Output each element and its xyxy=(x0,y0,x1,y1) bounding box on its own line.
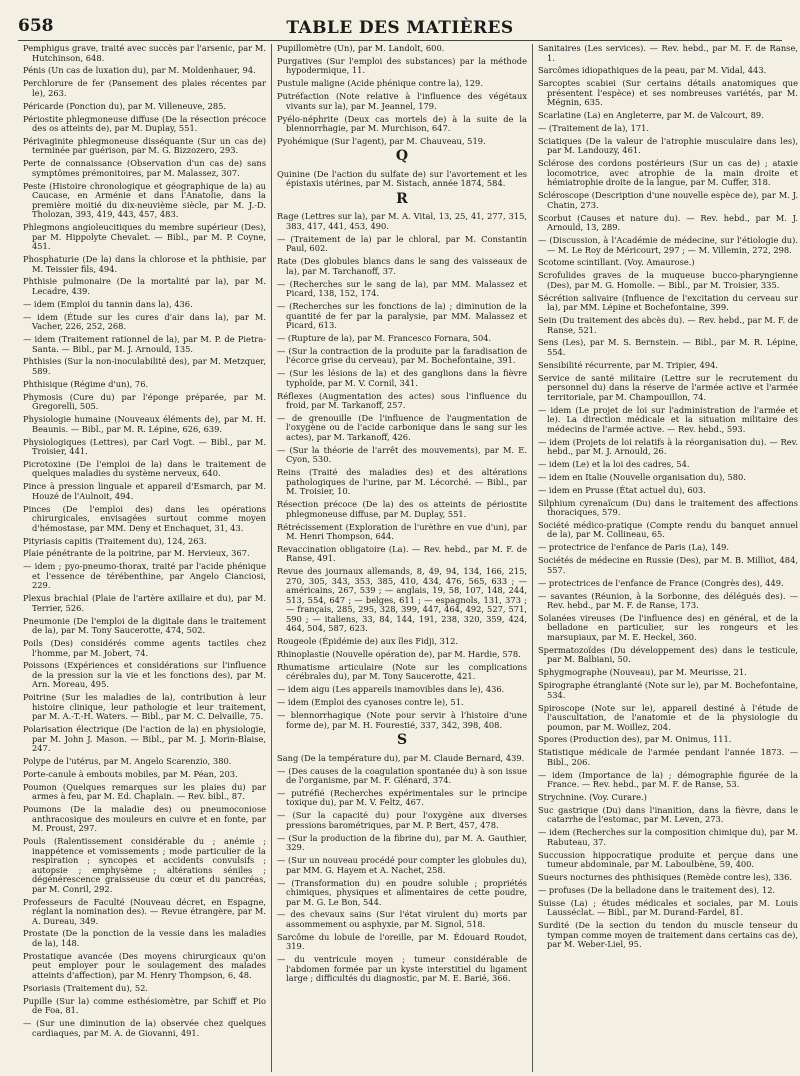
index-entry: — idem en Prusse (État actuel du), 603. xyxy=(538,484,706,495)
index-entry: Suc gastrique (Du) dans l'inanition, dans la fièvre, dans le catarrhe de l'estomac, par M. Leven, 273. xyxy=(538,804,798,825)
index-entry: — savantes (Réunion, à la Sorbonne, des délégués des). — Rev. hebd., par M. F. de Ranse, 173. xyxy=(538,590,798,611)
index-entry: Périvaginite phlegmoneuse disséquante (Sur un cas de) terminée par guérison, par M. G. Bizzozero, 293. xyxy=(23,135,266,156)
index-entry: Poumons (De la maladie des) ou pneumoconiose anthracosique des mouleurs en cuivre et en fonte, par M. Proust, 297. xyxy=(23,804,266,834)
index-entry: Sang (De la température du), par M. Claude Bernard, 439. xyxy=(277,752,525,763)
index-entry: Sarcoptes scabiei (Sur certains détails anatomiques que présentent l'espèce) et ses nombreuses variétés, par M. Mégnin, 635. xyxy=(538,78,798,108)
index-entry: — (Sur la production de la fibrine du), par M. A. Gauthier, 329. xyxy=(277,832,527,853)
index-entry: — idem (Le) et la loi des cadres, 54. xyxy=(538,458,690,469)
index-entry: Pouls (Ralentissement considérable du ; anémie ; inappétence et vomissements ; mode particulier de la respiration ; syncopes et accidents convulsifs ; autopsie ; emphysème ; altérations séniles ; dégénérescence graisseuse du cœur et du pancréas, par M. Conril, 292. xyxy=(23,836,266,894)
index-entry: Pyohémique (Sur l'agent), par M. Chauveau, 519. xyxy=(277,135,486,146)
index-entry: Pinces (De l'emploi des) dans les opérations chirurgicales, envisagées surtout comme moyen d'hémostase, par MM. Deny et Enchaquet, 31, 43. xyxy=(23,503,266,533)
index-entry: — idem aigu (Les appareils inamovibles dans le), 436. xyxy=(277,684,505,695)
index-entry: — blennorrhagique (Note pour servir à l'histoire d'une forme de), par M. H. Fourestié, 337, 342, 398, 408. xyxy=(277,710,527,730)
index-entry: — profuses (De la belladone dans le traitement des), 12. xyxy=(538,885,776,896)
index-entry: Pneumonie (De l'emploi de la digitale dans le traitement de la), par M. Tony Saucerotte, 474, 502. xyxy=(23,615,266,636)
index-entry: Polype de l'utérus, par M. Angelo Scarenzio, 380. xyxy=(23,756,232,767)
index-entry: Phymosis (Cure du) par l'éponge préparée, par M. Gregorelli, 505. xyxy=(23,391,266,412)
index-entry: Pupillomètre (Un), par M. Landolt, 600. xyxy=(277,44,445,53)
index-entry: Pince à pression linguale et appareil d'Esmarch, par M. Houzé de l'Aulnoit, 494. xyxy=(23,481,266,501)
index-entry: Service de santé militaire (Lettre sur le recrutement du personnel du) dans la réserve de l'armée active et l'armée territoriale, par M. Champouillon, 74. xyxy=(538,372,798,402)
index-entry: Péricarde (Ponction du), par M. Villeneuve, 285. xyxy=(23,100,227,111)
index-entry: Scléroscope (Description d'une nouvelle espèce de), par M. J. Chatin, 273. xyxy=(538,190,798,210)
index-entry: Pemphigus grave, traité avec succès par l'arsenic, par M. Hutchinson, 648. xyxy=(23,44,266,63)
index-entry: Pityriasis capitis (Traitement du), 124, 263. xyxy=(23,535,207,546)
index-entry: Statistique médicale de l'armée pendant l'année 1873. — Bibl., 206. xyxy=(538,747,798,767)
index-entry: Solanées vireuses (De l'influence des) en général, et de la belladone en particulier, sur les rongeurs et les marsupiaux, par M. E. Heckel, 360. xyxy=(538,612,798,642)
index-entry: Porte-canule à embouts mobiles, par M. Péan, 203. xyxy=(23,769,238,779)
index-entry: Sens (Les), par M. S. Bernstein. — Bibl., par M. R. Lépine, 554. xyxy=(538,337,798,357)
index-entry: Pyélo-néphrite (Deux cas mortels de) à la suite de la blennorrhagie, par M. Murchison, 647. xyxy=(277,113,527,134)
index-entry: Physiologiques (Lettres), par Carl Vogt. — Bibl., par M. Troisier, 441. xyxy=(23,436,266,457)
index-entry: Rhinoplastie (Nouvelle opération de), par M. Hardie, 578. xyxy=(277,649,521,660)
index-entry: — protectrices de l'enfance de France (Congrès des), 449. xyxy=(538,577,784,588)
index-entry: Sarcôme du lobule de l'oreille, par M. Édouard Roudot, 319. xyxy=(277,931,527,952)
index-entry: Plexus brachial (Plaie de l'artère axillaire et du), par M. Terrier, 526. xyxy=(23,593,266,613)
index-entry: Perte de connaissance (Observation d'un cas de) sans symptômes prémonitoires, par M. Malassez, 307. xyxy=(23,158,266,178)
index-entry: — (Sur la théorie de l'arrêt des mouvements), par M. E. Cyon, 530. xyxy=(277,444,527,465)
page-title: TABLE DES MATIÈRES xyxy=(286,18,514,38)
index-entry: Prostate (De la ponction de la vessie dans les maladies de la), 148. xyxy=(23,928,266,948)
index-entry: Suisse (La) ; études médicales et sociales, par M. Louis Lausséclat. — Bibl., par M. Durand-Fardel, 81. xyxy=(538,897,798,918)
index-entry: — idem (Emploi des cyanoses contre le), 51. xyxy=(277,697,464,708)
index-entry: Phosphaturie (De la) dans la chlorose et la phthisie, par M. Teissier fils, 494. xyxy=(23,254,266,274)
index-entry: Revaccination obligatoire (La). — Rev. hebd., par M. F. de Ranse, 491. xyxy=(277,543,527,564)
index-entry: — de grenouille (De l'influence de l'augmentation de l'oxygène ou de l'acide carbonique dans le sang sur les actes), par M. Tarkanoff, 426. xyxy=(277,412,527,442)
index-entry: — putréfié (Recherches expérimentales sur le principe toxique du), par M. V. Feltz, 467. xyxy=(277,787,527,808)
index-entry: Plaie pénétrante de la poitrine, par M. Hervieux, 367. xyxy=(23,548,250,559)
index-entry: Rate (Des globules blancs dans le sang des vaisseaux de la), par M. Tarchanoff, 37. xyxy=(277,256,527,276)
index-entry: — (Des causes de la coagulation spontanée du) à son issue de l'organisme, par M. F. Glénard, 374. xyxy=(277,765,527,786)
index-entry: — (Sur un nouveau procédé pour compter les globules du), par MM. G. Hayem et A. Nachet, 258. xyxy=(277,855,527,875)
index-entry: — idem (Importance de la) ; démographie figurée de la France. — Rev. hebd., par M. F. de Ranse, 53. xyxy=(538,769,798,790)
index-entry: Strychnine. (Voy. Curare.) xyxy=(538,792,647,803)
index-entry: Périostite phlegmoneuse diffuse (De la résection précoce des os atteints de), par M. Duplay, 551. xyxy=(23,113,266,134)
index-entry: — du ventricule moyen ; tumeur considérable de l'abdomen formée par un kyste interstitiel du ligament large ; difficultés du diagnostic, par M. E. Barié, 366. xyxy=(277,954,527,984)
index-entry: Spermatozoïdes (Du développement des) dans le testicule, par M. Balbiani, 50. xyxy=(538,644,798,665)
index-entry: Sciatiques (De la valeur de l'atrophie musculaire dans les), par M. Landouzy, 461. xyxy=(538,135,798,156)
section-letter: R xyxy=(396,190,408,207)
index-entry: — des chevaux sains (Sur l'état virulent du) morts par assommement ou asphyxie, par M. Signol, 518. xyxy=(277,909,527,929)
index-column-2 xyxy=(271,44,532,1072)
index-entry: Sensibilité récurrente, par M. Tripier, 494. xyxy=(538,359,719,370)
index-entry: Surdité (De la section du tendon du muscle tenseur du tympan comme moyen de traitement dans certains cas de), par M. Weber-Liel, 95. xyxy=(538,920,798,950)
section-letter: Q xyxy=(395,148,409,165)
index-entry: — (Sur la contraction de la produite par la faradisation de l'écorce grise du cerveau), par M. Bochefontaine, 391. xyxy=(277,345,527,366)
index-entry: — (Traitement de la), 171. xyxy=(538,123,650,134)
index-entry: Réflexes (Augmentation des actes) sous l'influence du froid, par M. Tarkanoff, 257. xyxy=(277,390,527,411)
index-entry: Phthisique (Régime d'un), 76. xyxy=(23,378,149,389)
index-entry: Spirographe étranglanté (Note sur le), par M. Bochefontaine, 534. xyxy=(538,680,798,700)
index-entry: Rétrécissement (Exploration de l'urèthre en vue d'un), par M. Henri Thompson, 644. xyxy=(277,521,527,542)
index-entry: — idem en Italie (Nouvelle organisation du), 580. xyxy=(538,471,746,482)
index-entry: Sanitaires (Les services). — Rev. hebd., par M. F. de Ranse, 1. xyxy=(538,44,798,63)
index-entry: Poitrine (Sur les maladies de la), contribution à leur histoire clinique, leur pathologie et leur traitement, par M. A.-T.-H. Waters. — Bibl., par M. C. Delvaille, 75. xyxy=(23,692,266,722)
index-entry: Physiologie humaine (Nouveaux éléments de), par M. H. Beaunis. — Bibl., par M. R. Lépine, 626, 639. xyxy=(23,414,266,434)
index-entry: Phthisies (Sur la non-inoculabilité des), par M. Metzquer, 589. xyxy=(23,356,266,376)
index-entry: Scorbut (Causes et nature du). — Rev. hebd., par M. J. Arnould, 13, 289. xyxy=(538,212,798,233)
index-entry: — (Rupture de la), par M. Francesco Fornara, 504. xyxy=(277,332,492,343)
index-entry: Sécrétion salivaire (Influence de l'excitation du cerveau sur la), par MM. Lépine et Bochefontaine, 399. xyxy=(538,292,798,313)
index-entry: Sarcômes idiopathiques de la peau, par M. Vidal, 443. xyxy=(538,65,767,76)
index-entry: Scarlatine (La) en Angleterre, par M. de Valcourt, 89. xyxy=(538,110,764,121)
index-entry: Revue des journaux allemands, 8, 49, 94, 134, 166, 215, 270, 305, 343, 353, 385, 410, 434, 476, 565, 633 ; — américains, 267, 539 ; — anglais, 19, 58, 107, 148, 244, 513, 554, 647 ; — belges, 611 ; — espagnols, 131, 373 ; — français, 285, 295, 328, 399, 447, 464, 492, 527, 571, 590 ; — italiens, 33, 84, 144, 191, 238, 320, 359, 424, 464, 504, 587, 623. xyxy=(277,566,527,634)
index-entry: Psoriasis (Traitement du), 52. xyxy=(23,982,149,993)
index-columns xyxy=(18,44,798,1072)
index-entry: Sueurs nocturnes des phthisiques (Remède contre les), 336. xyxy=(538,872,793,883)
index-entry: Sociétés de médecine en Russie (Des), par M. B. Milliot, 484, 557. xyxy=(538,555,798,575)
index-column-1 xyxy=(18,44,271,1072)
index-entry: — (Sur la capacité du) pour l'oxygène aux diverses pressions barométriques, par M. P. Bert, 457, 478. xyxy=(277,810,527,830)
index-entry: Poils (Des) considérés comme agents tactiles chez l'homme, par M. Jobert, 74. xyxy=(23,638,266,658)
index-entry: Quinine (De l'action du sulfate de) sur l'avortement et les épistaxis utérines, par M. Sistach, année 1874, 584. xyxy=(277,168,527,189)
index-entry: Sein (Du traitement des abcès du). — Rev. hebd., par M. F. de Ranse, 521. xyxy=(538,315,798,335)
index-entry: — idem (Projets de loi relatifs à la réorganisation du). — Rev. hebd., par M. J. Arnould, 26. xyxy=(538,436,798,457)
index-entry: Prostatique avancée (Des moyens chirurgicaux qu'on peut employer pour le soulagement des malades atteints d'affection), par M. Henry Thompson, 6, 48. xyxy=(23,950,266,980)
index-entry: Phthisie pulmonaire (De la mortalité par la), par M. Lecadre, 439. xyxy=(23,276,266,296)
index-entry: — idem (Le projet de loi sur l'administration de l'armée et le). La direction médicale et la situation militaire des médecins de l'armée active. — Rev. hebd., 593. xyxy=(538,404,798,434)
index-entry: Professeurs de Faculté (Nouveau décret, en Espagne, réglant la nomination des). — Revue étrangère, par M. A. Dureau, 349. xyxy=(23,896,266,926)
index-entry: Sphygmographe (Nouveau), par M. Meurisse, 21. xyxy=(538,667,747,678)
index-column-3 xyxy=(532,44,800,1072)
index-entry: — idem ; pyo-pneumo-thorax, traité par l'acide phénique et l'essence de térébenthine, par Angelo Cianciosi, 229. xyxy=(23,561,266,591)
index-entry: Pustule maligne (Acide phénique contre la), 129. xyxy=(277,78,483,89)
index-entry: — (Sur les lésions de la) et des ganglions dans la fièvre typhoïde, par M. V. Cornil, 341. xyxy=(277,368,527,388)
index-entry: — idem (Recherches sur la composition chimique du), par M. Rabuteau, 37. xyxy=(538,827,798,847)
index-entry: Phlegmons angioleucitiques du membre supérieur (Des), par M. Hippolyte Chevalet. — Bibl., par M. P. Coyne, 451. xyxy=(23,222,266,252)
index-entry: Pupille (Sur la) comme esthésiomètre, par Schiff et Pio de Foa, 81. xyxy=(23,995,266,1016)
index-entry: Poumon (Quelques remarques sur les plaies du) par armes à feu, par M. Ed. Chaplain. — Rev. bibl., 87. xyxy=(23,781,266,802)
index-entry: Rage (Lettres sur la), par M. A. Vital, 13, 25, 41, 277, 315, 383, 417, 441, 453, 490. xyxy=(277,211,527,231)
index-entry: Pénis (Un cas de luxation du), par M. Moldenhauer, 94. xyxy=(23,65,256,76)
index-entry: Silphium cyrenaïcum (Du) dans le traitement des affections thoraciques, 579. xyxy=(538,497,798,518)
index-entry: Spiroscope (Note sur le), appareil destiné à l'étude de l'auscultation, de l'anatomie et de la physiologie du poumon, par M. Woillez, 204. xyxy=(538,702,798,732)
index-entry: — idem (Étude sur les cures d'air dans la), par M. Vacher, 226, 252, 268. xyxy=(23,311,266,332)
index-entry: Putréfaction (Note relative à l'influence des végétaux vivants sur la), par M. Jeannel, 179. xyxy=(277,91,527,111)
index-entry: Perchlorure de fer (Pansement des plaies récentes par le), 263. xyxy=(23,78,266,98)
index-entry: Polarisation électrique (De l'action de la) en physiologie, par M. John J. Mason. — Bibl., par M. J. Morin-Blaise, 247. xyxy=(23,724,266,754)
index-entry: — (Recherches sur le sang de la), par MM. Malassez et Picard, 138, 152, 174. xyxy=(277,278,527,299)
index-entry: Rougeole (Épidémie de) aux îles Fidji, 312. xyxy=(277,636,459,647)
index-entry: Peste (Histoire chronologique et géographique de la) au Caucase, en Arménie et dans l'Anatolie, dans la première moitié du dix-neuvième siècle, par M. J.-D. Tholozan, 393, 419, 443, 457, 483. xyxy=(23,180,266,220)
index-entry: Picrotoxine (De l'emploi de la) dans le traitement de quelques maladies du système nerveux, 640. xyxy=(23,458,266,479)
index-entry: Succussion hippocratique produite et perçue dans une tumeur abdominale, par M. Laboulbène, 59, 400. xyxy=(538,849,798,870)
index-entry: — (Sur une diminution de la) observée chez quelques cardiaques, par M. A. de Giovanni, 491. xyxy=(23,1018,266,1038)
index-entry: Rhumatisme articulaire (Note sur les complications cérébrales du), par M. Tony Saucerotte, 421. xyxy=(277,661,527,682)
index-entry: Reins (Traité des maladies des) et des altérations pathologiques de l'urine, par M. Lécorché. — Bibl., par M. Troisier, 10. xyxy=(277,467,527,497)
index-entry: Poissons (Expériences et considérations sur l'influence de la pression sur la vie et les fonctions des), par M. Arn. Moreau, 495. xyxy=(23,660,266,690)
index-entry: — protectrice de l'enfance de Paris (La), 149. xyxy=(538,542,730,553)
index-entry: — (Traitement de la) par le chloral, par M. Constantin Paul, 602. xyxy=(277,233,527,254)
index-entry: Société médico-pratique (Compte rendu du banquet annuel de la), par M. Collineau, 65. xyxy=(538,519,798,540)
index-entry: — (Discussion, à l'Académie de médecine, sur l'étiologie du). — M. Le Roy de Méricourt, 297 ; — M. Villemin, 272, 298. xyxy=(538,235,798,255)
index-entry: — (Transformation du) en poudre soluble ; propriétés chimiques, physiques et alimentaires de cette poudre, par M. G. Le Bon, 544. xyxy=(277,877,527,907)
section-letter: S xyxy=(396,732,408,749)
index-entry: — (Recherches sur les fonctions de la) ; diminution de la quantité de fer par la paralysie, par MM. Malassez et Picard, 613. xyxy=(277,301,527,331)
page-header xyxy=(18,6,782,41)
index-entry: Purgatives (Sur l'emploi des substances) par la méthode hypodermique, 11. xyxy=(277,55,527,76)
index-entry: Sclérose des cordons postérieurs (Sur un cas de) ; ataxie locomotrice, avec atrophie de la main droite et hémiatrophie droite de la langue, par M. Cuffer, 318. xyxy=(538,158,798,188)
index-entry: Scotome scintillant. (Voy. Amaurose.) xyxy=(538,257,695,268)
index-entry: — idem (Emploi du tannin dans la), 436. xyxy=(23,298,193,309)
index-entry: — idem (Traitement rationnel de la), par M. P. de Pietra-Santa. — Bibl., par M. J. Arnould, 135. xyxy=(23,334,266,354)
page-number: 658 xyxy=(18,16,54,36)
index-entry: Scrofulides graves de la muqueuse bucco-pharyngienne (Des), par M. G. Homolle. — Bibl., par M. Troisier, 335. xyxy=(538,270,798,290)
index-entry: Spores (Production des), par M. Onimus, 111. xyxy=(538,734,732,745)
index-entry: Résection précoce (De la) des os atteints de périostite phlegmoneuse diffuse, par M. Duplay, 551. xyxy=(277,499,527,519)
